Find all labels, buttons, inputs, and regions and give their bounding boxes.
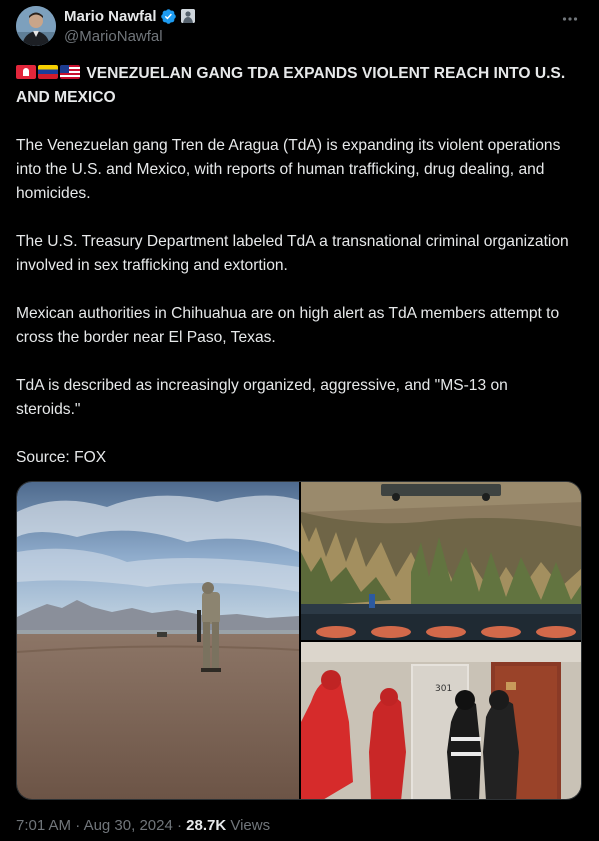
author-info <box>64 6 195 45</box>
media-image-hallway[interactable] <box>301 642 582 800</box>
display-name[interactable]: Mario Nawfal <box>64 7 157 25</box>
media-grid <box>16 481 582 800</box>
avatar[interactable] <box>16 6 56 46</box>
tweet-header <box>16 4 583 48</box>
headline-text: VENEZUELAN GANG TDA EXPANDS VIOLENT REACH INTO U.S. AND MEXICO <box>16 65 566 106</box>
tweet-text <box>16 62 576 470</box>
media-image-soldier[interactable] <box>17 482 299 800</box>
source-line: Source: FOX <box>16 449 107 466</box>
paragraph: TdA is described as increasingly organized, aggressive, and "MS-13 on steroids." <box>16 377 513 418</box>
paragraph: Mexican authorities in Chihuahua are on high alert as TdA members attempt to cross the border near El Paso, Texas. <box>16 305 564 346</box>
tweet-meta <box>16 817 270 834</box>
door-number: 301 <box>435 684 453 694</box>
post-time[interactable]: 7:01 AM <box>16 817 72 834</box>
views-count[interactable]: 28.7K <box>186 817 227 834</box>
paragraph: The U.S. Treasury Department labeled TdA a transnational criminal organization involved in sex trafficking and extortion. <box>16 233 574 274</box>
affiliate-badge-icon[interactable] <box>181 9 195 23</box>
meta-separator: · <box>176 817 182 834</box>
more-horizontal-icon[interactable] <box>561 10 579 28</box>
views-label: Views <box>230 817 271 834</box>
headline <box>16 62 576 110</box>
siren-emoji-icon <box>16 65 36 79</box>
author-handle[interactable]: @MarioNawfal <box>64 28 163 45</box>
verified-badge-icon <box>160 8 177 25</box>
paragraph: The Venezuelan gang Tren de Aragua (TdA) is expanding its violent operations into the U.S. and Mexico, with reports of human trafficking, drug dealing, and homicides. <box>16 137 565 202</box>
post-date[interactable]: Aug 30, 2024 <box>83 817 173 834</box>
venezuela-flag-icon <box>38 65 58 79</box>
meta-separator: · <box>75 817 81 834</box>
media-image-riverbank[interactable] <box>301 482 582 640</box>
usa-flag-icon <box>60 65 80 79</box>
